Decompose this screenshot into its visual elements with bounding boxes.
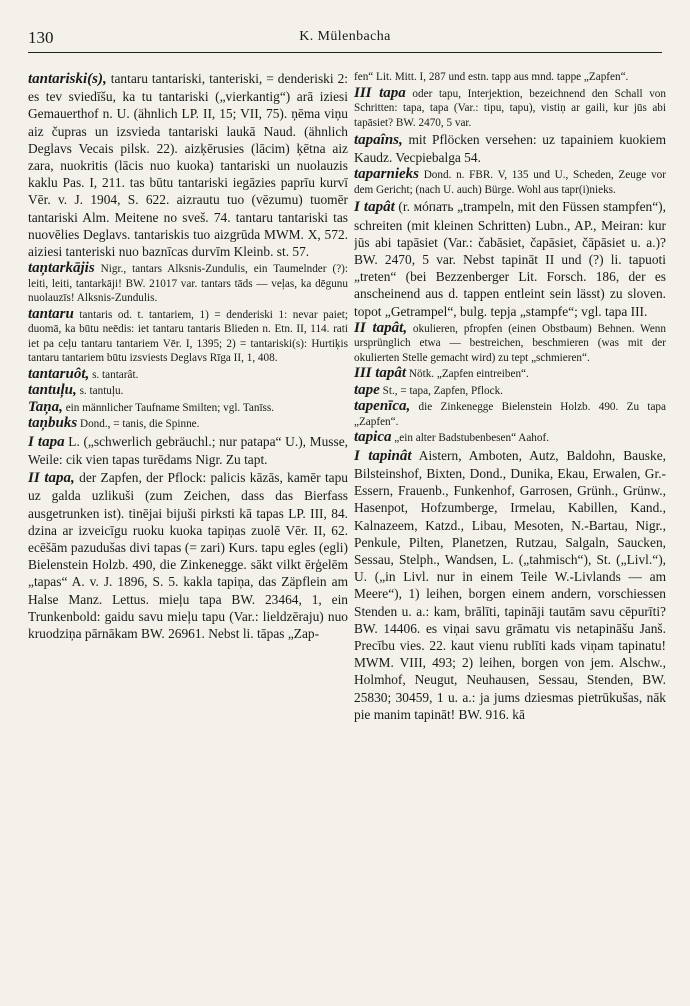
entry-headword: tantariski(s), [28,71,107,87]
entry-text [28,367,348,383]
entry-text [354,383,666,399]
entry-headword: II tapât, [354,319,408,336]
entry-body: fen“ Lit. Mitt. I, 287 und estn. tapp aus mnd. tappe „Zapfen“. [354,71,629,83]
entry-body: (r. мóпать „trampeln, mit den Füssen stampfen“), schreiten (mit kleinen Schritten) Lubn., AP., Meiran: kur jūs abi tapāsiet (Var.: čabāsiet, čapāsiet, čāpāsiet u. a.)? BW. 2470, 5 var. Nebst tapināt II und (?) li. tapuoti „treten“ (bei Bezzenberger Lit. Forsch. 186, der es anscheinend aus d. tappen entleint sein lässt) zu sloven. topot „Getrampel“, bulg. tepja „stampfe“; vgl. tapa III. [354,199,666,319]
entry-headword: taparnieks [354,166,420,183]
entry-headword: II tapa, [28,470,75,487]
dictionary-entry [354,383,666,399]
dictionary-entry [28,70,348,260]
entry-headword: tantaruôt, [28,365,90,382]
entry-text [28,433,348,468]
entry-body: okulieren, pfropfen (einen Obstbaum) Behnen. Wenn ursprünglich etwa — bestreichen, beschmieren (was mit der okulierten Stelle gemacht wird) zu tept „schmieren“. [354,322,666,364]
dictionary-entry [28,307,348,366]
entry-text [354,366,666,382]
entry-body: ein männlicher Taufname Smilten; vgl. Tanīss. [62,401,275,414]
entry-body: mit Pflöcken versehen: uz tapainiem kuokiem Kaudz. Vecpiebalga 54. [354,132,666,166]
entry-headword: I tapa [28,433,65,450]
entry-headword: taņtarkājis [28,260,95,277]
entry-body: „ein alter Badstubenbesen“ Aahof. [391,432,549,445]
entry-headword: tapenīca, [354,398,411,415]
entry-body: Dond., = tanis, die Spinne. [77,418,200,431]
entry-text [354,167,666,197]
dictionary-entry [354,86,666,131]
dictionary-entry [28,383,348,399]
running-title: K. Mülenbacha [299,29,391,44]
entry-body: s. tantarât. [89,368,139,381]
entry-text [28,400,348,416]
entry-headword: III tapa [354,84,406,101]
dictionary-entry [354,430,666,446]
dictionary-entry [354,366,666,382]
dictionary-entry [354,198,666,319]
entry-text [28,469,348,642]
entry-headword: III tapât [354,365,407,382]
dictionary-entry [28,261,348,306]
dictionary-entry [354,399,666,429]
left-column [28,70,348,996]
entry-headword: tapaîns, [354,132,403,148]
entry-body: tantaris od. t. tantariem, 1) = denderiski 1: nevar paiet; duomā, ka būtu neēdis: iet tantaru tantaris Blieden n. Etn. II, 114. rati iet pa ceļu tantaru tantariem Vēr. I, 1395; 2) = tantariski(s): Hurtiķis tantaru tantariem būtu izsviests Deglavs Rīga II, 1, 408. [28,308,348,365]
entry-text [28,261,348,306]
entry-headword: Taņa, [28,398,63,415]
entry-body: Nigr., tantars Alksnis-Zundulis, ein Taumelnder (?): leiti, leiti, tantarkāji! BW. 21017 var. tantars tāds — veļas, ka dēgunu nuolauzīs! Alksnis-Zundulis. [28,263,348,305]
entry-headword: tapica [354,429,392,446]
dictionary-entry [28,416,348,432]
entry-text [354,399,666,429]
dictionary-entry [354,131,666,166]
entry-text [28,307,348,366]
entry-text [354,70,666,85]
dictionary-entry [28,367,348,383]
entry-headword: tape [354,381,380,398]
entry-text [28,383,348,399]
entry-text [354,321,666,366]
entry-body: St., = tapa, Zapfen, Pflock. [379,384,503,397]
dictionary-entry [28,469,348,642]
entry-body: tantaru tantariski, tanteriski, = denderiski 2: es tev sviedīšu, ka tu tantariski („vierkantig“) arā iziesi Gemauerthof n. U. (ähnlich LP. II, 15; VII, 75). ņēma viņu aiz čupras un izsvieda tantariski laukā Naud. (ähnlich Deglavs Vecais pilsk. 22). aizķērusies (lācim) ķētna aiz zara, nuokritis (lācis nuo kuoka) tantariski un nuolauzis kaklu Pas. I, 211. tas būtu tantariski iegāzies paprīu kurvī Vēr. v. J. 1904, S. 622. aizrautu tuo (vēzumu) tuomēr tantariski Alm. Meitene no sveš. 74. tantaru tantariski tas nuovēlies Deglavs. tantariskis tuo aizgrūda MWM. X, 572. aiziesi tanteriski nuo baznīcas durvīm Kleinb. st. 57. [28,71,348,260]
entry-headword: tantaru [28,305,74,322]
entry-headword: I tapât [354,199,395,216]
entry-headword: taņbuks [28,415,78,432]
entry-text [354,131,666,166]
entry-body: oder tapu, Interjektion, bezeichnend den Schall von Schritten: tapa, tapa (Var.: tipu, tapu), vistiņ ar gaili, kur jūs abi tapāsiet? BW. 2470, 5 var. [354,87,666,129]
entry-body: L. („schwerlich gebräuchl.; nur patapa“ U.), Musse, Weile: cik vien tapas turēdams Nigr. Zu tapt. [28,433,348,467]
dictionary-entry [28,433,348,468]
entry-text [354,447,666,723]
dictionary-entry [354,70,666,85]
entry-text [354,430,666,446]
dictionary-entry [354,321,666,366]
page-number: 130 [28,28,54,47]
entry-body: s. tantuļu. [76,385,124,398]
entry-body: die Zinkenegge Bielenstein Holzb. 490. Zu tapa „Zapfen“. [354,401,666,428]
dictionary-entry [354,447,666,723]
entry-text [354,198,666,319]
entry-text [354,86,666,131]
page-header [28,26,662,53]
entry-body: Aistern, Amboten, Autz, Baldohn, Bauske, Bilsteinshof, Bixten, Dond., Dunika, Ekau, Erwalen, Gr.-Essern, Frauenb., Funkenhof, Garrosen, Grünh., Grünw., Hasenpot, Hofzumberge, Irmelau, Kabillen, Kand., Kalnazeem, Katzd., Libau, Mesoten, N.-Bartau, Nigr., Penkule, Pilten, Planetzen, Rutzau, Salgaln, Saucken, Sessau, Stelph., Wandsen, L. („tahmisch“), St. („Livl.“), U. („in Livl. nur in einem Teile W.-Livlands — am Meere“), 1) leihen, borgen einem andern, vorschiessen Stenden u. a.: kam, brālīti, tapināji tautām savu cēpurīti? BW. 14406. es viņai savu grāmatu vis netapināšu Janš. Precību vies. 22. kaut vienu rublīti kads viņam tapinatu! MWM. VIII, 493; 2) leihen, borgen von jem. Alschw., Holmhof, Neugut, Neuhausen, Sessau, Stenden, BW. 25830; 30459, 1 u. a.: ja jums dziesmas pietrūkušas, nāk pie manim tapināt! BW. 916. kā [354,447,666,722]
right-column [354,70,666,996]
entry-body: Dond. n. FBR. V, 135 und U., Scheden, Zeuge vor dem Gericht; (nach U. auch) Bürge. Wohl aus tapr(i)nieks. [354,169,666,196]
dictionary-entry [28,400,348,416]
entry-body: der Zapfen, der Pflock: palicis kāzās, kamēr tapu uz galda uzlikuši (zum Zeichen, dass das Bierfass ausgetrunken ist). tinējai bijuši pirksti kā tapas LP. III, 84. dzina ar izveicīgu ruoku kuoka tapiņas zuolē Vēr. II, 62. ecēšām pazudušas divi tapas (= zari) Kurs. tapu egles (egli) Bielenstein Holzb. 490, die Zinkeneggе. sākt vilkt ērģelēm „tapas“ A. v. J. 1896, S. 5. kakla tapiņa, das Zäpflein am Halse Manz. Lettus. mieļu tapa BW. 23464, 1, ein Trunkenbold: gaidu savu mieļu tapu (Var.: lieldzēraju) nuo kruodziņa pārnākam BW. 26961. Nebst li. tāpas „Zap- [28,470,348,641]
dictionary-entry [354,167,666,197]
entry-text [28,416,348,432]
entry-body: Nötk. „Zapfen eintreiben“. [406,368,529,381]
entry-headword: tantuļu, [28,382,77,399]
entry-text [28,70,348,260]
entry-headword: I tapinât [354,447,412,464]
